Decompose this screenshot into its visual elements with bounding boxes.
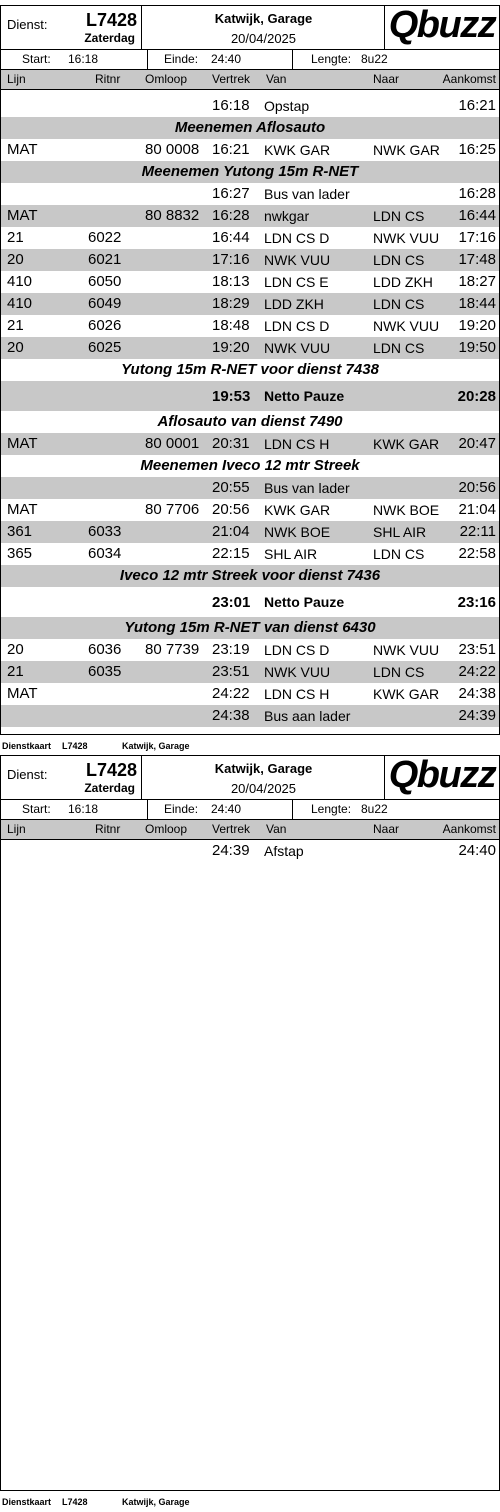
- dienst-cell: [1, 6, 142, 50]
- naar-cell: NWK VUU: [373, 230, 440, 246]
- col-omloop: Omloop: [145, 822, 188, 836]
- garage-name: Katwijk, Garage: [214, 761, 313, 776]
- omloop-cell: 80 0001: [145, 435, 200, 452]
- van-cell: LDN CS H: [264, 436, 330, 452]
- col-naar: Naar: [373, 822, 400, 836]
- trip-table: [1, 95, 499, 727]
- table-row: [1, 705, 499, 727]
- dienst-label: Dienst:: [7, 17, 48, 32]
- ritnr-cell: 6035: [88, 663, 122, 680]
- naar-cell: NWK GAR: [373, 142, 440, 158]
- aankomst-cell: 24:39: [458, 707, 496, 724]
- ritnr-cell: 6025: [88, 339, 122, 356]
- lijn-cell: 410: [7, 273, 33, 290]
- aankomst-cell: 16:28: [458, 185, 496, 202]
- table-row: [1, 477, 499, 499]
- logo-cell: [385, 756, 499, 800]
- van-cell: LDN CS D: [264, 230, 330, 246]
- table-row: [1, 337, 499, 359]
- ritnr-cell: 6034: [88, 545, 122, 562]
- aankomst-cell: 21:04: [458, 501, 496, 518]
- footer-garage: Katwijk, Garage: [122, 1497, 190, 1507]
- table-row: [1, 661, 499, 683]
- vertrek-cell: 22:15: [212, 545, 250, 562]
- start-time: 16:18: [68, 802, 99, 816]
- lijn-cell: 20: [7, 641, 24, 658]
- table-row: [1, 271, 499, 293]
- van-cell: LDD ZKH: [264, 296, 324, 312]
- end-time: 24:40: [211, 52, 242, 66]
- naar-cell: LDN CS: [373, 546, 425, 562]
- table-row: [1, 521, 499, 543]
- section-heading: Iveco 12 mtr Streek voor dienst 7436: [1, 565, 499, 587]
- end-cell: [148, 800, 293, 819]
- pause-row: [1, 381, 499, 411]
- aankomst-cell: 22:11: [459, 523, 496, 540]
- length-label: Lengte:: [311, 802, 352, 816]
- logo-cell: [385, 6, 499, 50]
- location-cell: [142, 756, 385, 800]
- times-bar: [1, 800, 499, 820]
- naar-cell: LDN CS: [373, 252, 425, 268]
- table-row: [1, 499, 499, 521]
- col-vertrek: Vertrek: [212, 72, 251, 86]
- day-label: Zaterdag: [84, 781, 135, 795]
- van-cell: Bus van lader: [264, 186, 350, 202]
- col-ritnr: Ritnr: [95, 72, 121, 86]
- lijn-cell: MAT: [7, 685, 38, 702]
- section-heading: Yutong 15m R-NET voor dienst 7438: [121, 361, 379, 378]
- aankomst-cell: 18:27: [458, 273, 496, 290]
- van-cell: LDN CS D: [264, 642, 330, 658]
- vertrek-cell: 23:19: [212, 641, 250, 658]
- col-vertrek: Vertrek: [212, 822, 251, 836]
- col-van: Van: [266, 822, 287, 836]
- footer-garage: Katwijk, Garage: [122, 741, 190, 751]
- table-row: [1, 227, 499, 249]
- van-cell: Bus aan lader: [264, 708, 351, 724]
- dienst-label: Dienst:: [7, 767, 48, 782]
- table-row: [1, 315, 499, 337]
- length-value: 8u22: [361, 52, 388, 66]
- lijn-cell: 21: [7, 663, 24, 680]
- naar-cell: NWK VUU: [373, 318, 440, 334]
- ritnr-cell: 6021: [88, 251, 122, 268]
- end-cell: [148, 50, 293, 69]
- qbuzz-logo: Qbuzz: [388, 4, 496, 46]
- aankomst-cell: 20:28: [457, 388, 496, 405]
- van-cell: Opstap: [264, 98, 310, 114]
- dienstkaart-page-1: [0, 5, 500, 735]
- length-cell: [293, 800, 499, 819]
- vertrek-cell: 19:53: [212, 388, 251, 405]
- col-naar: Naar: [373, 72, 400, 86]
- aankomst-cell: 24:22: [458, 663, 496, 680]
- lijn-cell: 21: [7, 317, 24, 334]
- col-lijn: Lijn: [7, 822, 26, 836]
- table-row: [1, 683, 499, 705]
- vertrek-cell: 16:18: [212, 97, 250, 114]
- van-cell: LDN CS E: [264, 274, 329, 290]
- aankomst-cell: 16:44: [458, 207, 496, 224]
- aankomst-cell: 24:38: [458, 685, 496, 702]
- section-heading: Aflosauto van dienst 7490: [157, 413, 343, 430]
- section-heading: Meenemen Yutong 15m R-NET: [1, 161, 499, 183]
- omloop-cell: 80 7706: [145, 501, 200, 518]
- van-cell: NWK VUU: [264, 664, 331, 680]
- aankomst-cell: 18:44: [458, 295, 496, 312]
- van-cell: Afstap: [264, 843, 304, 859]
- column-header: [1, 820, 499, 840]
- vertrek-cell: 21:04: [212, 523, 250, 540]
- van-cell: NWK VUU: [264, 340, 331, 356]
- col-ritnr: Ritnr: [95, 822, 121, 836]
- end-label: Einde:: [164, 52, 199, 66]
- omloop-cell: 80 7739: [145, 641, 200, 658]
- ritnr-cell: 6050: [88, 273, 122, 290]
- naar-cell: NWK VUU: [373, 642, 440, 658]
- ritnr-cell: 6049: [88, 295, 122, 312]
- start-label: Start:: [22, 52, 51, 66]
- length-label: Lengte:: [311, 52, 352, 66]
- lijn-cell: 21: [7, 229, 24, 246]
- location-cell: [142, 6, 385, 50]
- trip-table: [1, 840, 499, 862]
- service-date: 20/04/2025: [230, 31, 297, 46]
- aankomst-cell: 22:58: [458, 545, 496, 562]
- qbuzz-logo: Qbuzz: [388, 754, 496, 796]
- ritnr-cell: 6022: [88, 229, 122, 246]
- column-header: [1, 70, 499, 90]
- aankomst-cell: 17:48: [458, 251, 496, 268]
- naar-cell: LDN CS: [373, 208, 425, 224]
- omloop-cell: 80 0008: [145, 141, 200, 158]
- col-omloop: Omloop: [145, 72, 188, 86]
- ritnr-cell: 6026: [88, 317, 122, 334]
- omloop-cell: 80 8832: [145, 207, 200, 224]
- vertrek-cell: 20:56: [212, 501, 250, 518]
- start-time: 16:18: [68, 52, 99, 66]
- van-cell: KWK GAR: [264, 142, 331, 158]
- aankomst-cell: 19:50: [458, 339, 496, 356]
- aankomst-cell: 20:47: [458, 435, 496, 452]
- vertrek-cell: 24:39: [212, 842, 250, 859]
- van-cell: NWK BOE: [264, 524, 331, 540]
- section-heading: Yutong 15m R-NET van dienst 6430: [1, 617, 499, 639]
- col-aankomst: Aankomst: [442, 72, 496, 86]
- footer-dienst: L7428: [62, 1497, 88, 1507]
- ritnr-cell: 6036: [88, 641, 122, 658]
- lijn-cell: 20: [7, 339, 24, 356]
- van-cell: LDN CS H: [264, 686, 330, 702]
- footer-label: Dienstkaart: [2, 1497, 52, 1507]
- footer-dienst: L7428: [62, 741, 88, 751]
- naar-cell: KWK GAR: [373, 436, 440, 452]
- section-heading: Meenemen Iveco 12 mtr Streek: [140, 457, 360, 474]
- start-cell: [1, 800, 148, 819]
- naar-cell: LDD ZKH: [373, 274, 433, 290]
- lijn-cell: 410: [7, 295, 33, 312]
- vertrek-cell: 16:28: [212, 207, 250, 224]
- vertrek-cell: 24:38: [212, 707, 250, 724]
- table-row: [1, 139, 499, 161]
- page-header: [1, 756, 499, 800]
- vertrek-cell: 16:27: [212, 185, 250, 202]
- aankomst-cell: 19:20: [458, 317, 496, 334]
- table-row: [1, 205, 499, 227]
- start-label: Start:: [22, 802, 51, 816]
- table-row: [1, 543, 499, 565]
- aankomst-cell: 20:56: [458, 479, 496, 496]
- aankomst-cell: 16:25: [458, 141, 496, 158]
- col-aankomst: Aankomst: [442, 822, 496, 836]
- naar-cell: LDN CS: [373, 664, 425, 680]
- van-cell: Bus van lader: [264, 480, 350, 496]
- garage-name: Katwijk, Garage: [214, 11, 313, 26]
- ritnr-cell: 6033: [88, 523, 122, 540]
- day-label: Zaterdag: [84, 31, 135, 45]
- lijn-cell: 361: [7, 523, 33, 540]
- van-cell: NWK VUU: [264, 252, 331, 268]
- vertrek-cell: 16:44: [212, 229, 250, 246]
- vertrek-cell: 23:01: [212, 594, 251, 611]
- vertrek-cell: 18:48: [212, 317, 250, 334]
- lijn-cell: MAT: [7, 141, 38, 158]
- table-row: [1, 95, 499, 117]
- start-cell: [1, 50, 148, 69]
- col-van: Van: [266, 72, 287, 86]
- table-row: [1, 433, 499, 455]
- van-cell: SHL AIR: [264, 546, 318, 562]
- aankomst-cell: 24:40: [458, 842, 496, 859]
- aankomst-cell: 23:51: [458, 641, 496, 658]
- dienst-number: L7428: [85, 10, 137, 30]
- aankomst-cell: 23:16: [457, 594, 496, 611]
- end-time: 24:40: [211, 802, 242, 816]
- length-value: 8u22: [361, 802, 388, 816]
- vertrek-cell: 18:29: [212, 295, 250, 312]
- table-row: [1, 249, 499, 271]
- service-date: 20/04/2025: [230, 781, 297, 796]
- table-row: [1, 293, 499, 315]
- aankomst-cell: 16:21: [458, 97, 496, 114]
- lijn-cell: 365: [7, 545, 33, 562]
- col-lijn: Lijn: [7, 72, 26, 86]
- end-label: Einde:: [164, 802, 199, 816]
- naar-cell: KWK GAR: [373, 686, 440, 702]
- vertrek-cell: 23:51: [212, 663, 250, 680]
- aankomst-cell: 17:16: [458, 229, 496, 246]
- vertrek-cell: 20:31: [212, 435, 250, 452]
- dienst-number: L7428: [85, 760, 137, 780]
- footer-label: Dienstkaart: [2, 741, 52, 751]
- pause-row: [1, 587, 499, 617]
- vertrek-cell: 16:21: [212, 141, 250, 158]
- lijn-cell: MAT: [7, 435, 38, 452]
- times-bar: [1, 50, 499, 70]
- vertrek-cell: 17:16: [212, 251, 250, 268]
- naar-cell: NWK BOE: [373, 502, 440, 518]
- van-cell: Netto Pauze: [264, 594, 345, 610]
- naar-cell: SHL AIR: [373, 524, 427, 540]
- van-cell: Netto Pauze: [264, 388, 345, 404]
- dienst-cell: [1, 756, 142, 800]
- vertrek-cell: 20:55: [212, 479, 250, 496]
- lijn-cell: MAT: [7, 501, 38, 518]
- table-row: [1, 639, 499, 661]
- length-cell: [293, 50, 499, 69]
- vertrek-cell: 19:20: [212, 339, 250, 356]
- naar-cell: LDN CS: [373, 296, 425, 312]
- dienstkaart-page-2: [0, 755, 500, 1491]
- lijn-cell: 20: [7, 251, 24, 268]
- vertrek-cell: 18:13: [212, 273, 250, 290]
- lijn-cell: MAT: [7, 207, 38, 224]
- van-cell: nwkgar: [264, 208, 310, 224]
- naar-cell: LDN CS: [373, 340, 425, 356]
- table-row: [1, 840, 499, 862]
- table-row: [1, 183, 499, 205]
- section-heading: Meenemen Aflosauto: [1, 117, 499, 139]
- vertrek-cell: 24:22: [212, 685, 250, 702]
- van-cell: KWK GAR: [264, 502, 331, 518]
- page-header: [1, 6, 499, 50]
- van-cell: LDN CS D: [264, 318, 330, 334]
